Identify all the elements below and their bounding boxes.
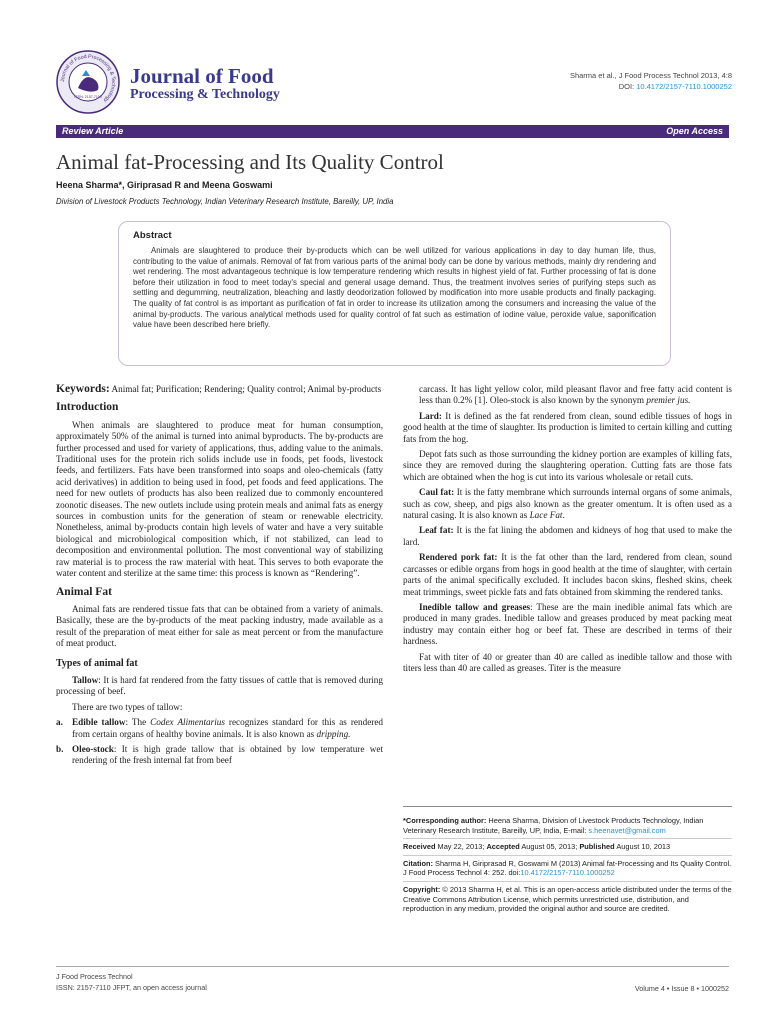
journal-logo	[56, 50, 120, 114]
published-date: August 10, 2013	[616, 842, 671, 852]
list-item-oleo-stock	[56, 744, 383, 767]
leaf-paragraph	[403, 525, 732, 548]
lard-paragraph	[403, 411, 732, 445]
rendered-pork-paragraph	[403, 552, 732, 598]
author-email-link[interactable]: s.heenavet@gmail.com	[588, 825, 666, 835]
open-access-label: Open Access	[666, 126, 723, 136]
introduction-paragraph: When animals are slaughtered to produce meat for human consumption, approximately 50% of the animal is turned into animal byproducts. The by-products are further processed and used for variety of applications, thus, adding value to the animals. Traditional uses for the protein rich solids include use in foods, pet foods, livestock feeds, and fertilizers. Fats have been transformed into soaps and oleo-chemicals (fatty acid derivatives) in addition to being used in food, pet foods and feed applications. The need for new outlets of products has also been realized due to commonly encountered zoonotic diseases. The new outlets include using protein meals and animal fats as energy sources in combustion units for the generation of steam or renewable electricity. Nonetheless, animal by-products contain high levels of water and have a very suitable biological and microbiological composition which, if not stabilized, can lead to decomposition and environmental pollution. The most conventional way of stabilizing raw material is to process the raw material with heat. This serves to both evaporate the water content and sterilize at the same time: this process is known as “Rendering”.	[56, 419, 383, 579]
list-marker-a: a.	[56, 717, 63, 728]
citation-line: Sharma et al., J Food Process Technol 2013, 4:8	[569, 71, 732, 80]
caul-label: Caul fat:	[419, 487, 455, 498]
caul-text: It is the fatty membrane which surrounds internal organs of some animals, such as cow, sheep, and pigs also known as the greater omentum. It is often used as a natural casing. It is also known as	[403, 487, 732, 521]
edible-tallow-italic: Codex Alimentarius	[150, 717, 225, 728]
edible-tallow-italic2: dripping.	[316, 728, 351, 739]
received-label: Received	[403, 842, 436, 852]
oleo-stock-continued	[403, 384, 732, 407]
abstract-heading: Abstract	[133, 230, 172, 241]
abstract-text: Animals are slaughtered to produce their by-products which can be well utilized for various applications in day to day human life, thus, contributing to the value of animals. Removal of fat from various parts of the animal body can be done by various methods, mainly dry rendering and wet rendering. The most advantageous technique is low temperature rendering which results in highest yield of fat. Further processing of fat is done before their utilization in food to meet today's special and general usage demand. Thus, the treatment involves series of purifying steps such as settling and degumming, neutralization, bleaching and lastly deodorization followed by modification into more usable products and finally packaging. The quality of fat control is as important as purification of fat in order to increase its utilization among the consumers and increasing the value of the animal by-products. The various analytical methods used for quality control of fat such as estimation of iodine value, peroxide value, saponification value have been described here briefly.	[133, 246, 656, 330]
tallow-label: Tallow	[72, 674, 99, 685]
accepted-date: August 05, 2013;	[521, 842, 578, 852]
leaf-label: Leaf fat:	[419, 525, 454, 536]
footer-issn: ISSN: 2157-7110 JFPT, an open access journal	[56, 983, 207, 992]
footer-journal: J Food Process Technol	[56, 972, 133, 981]
tallow-paragraph	[56, 675, 383, 698]
copyright-block	[403, 882, 732, 917]
citation-label: Citation:	[403, 858, 433, 868]
corresponding-author	[403, 813, 732, 839]
caul-paragraph: Caul fat: It is the fatty membrane which surrounds internal organs of some animals, such as cow, sheep, and pigs also known as the greater omentum. It is often used as a natural casing. It is also known as Lace Fat.	[403, 487, 732, 521]
doi-link[interactable]: 10.4172/2157-7110.1000252	[636, 82, 732, 91]
citation-block	[403, 856, 732, 882]
doi-line	[570, 81, 732, 92]
article-dates	[403, 839, 732, 856]
copyright-label: Copyright:	[403, 884, 441, 894]
journal-subtitle: Processing & Technology	[130, 87, 280, 102]
oleo-cont-text: carcass. It has light yellow color, mild pleasant flavor and free fatty acid content is less than 0.2% [1]. Oleo-stock is also known by the synonym	[419, 384, 732, 406]
corresponding-text: Heena Sharma, Division of Livestock Products Technology, Indian Veterinary Research Institute, Bareilly, UP, India, E-mail:	[403, 816, 704, 835]
edible-tallow-text1: : The	[125, 717, 151, 728]
header-citation	[570, 70, 732, 92]
oleo-cont-italic: premier jus.	[646, 395, 691, 406]
inedible-text: : These are the main inedible animal fats which are produced in many grades. Inedible tallow and greases produced by meat packing meat industry may contain either hog or beef fat. These are described in terms of their hardness.	[403, 601, 732, 647]
article-type: Review Article	[62, 126, 124, 136]
article-type-banner	[56, 125, 729, 138]
depot-paragraph: Depot fats such as those surrounding the kidney portion are examples of killing fats, since they are removed during the slaughtering operation. Cutting fats are those fats which are obtained when the hog is cut into its various wholesale or retail cuts.	[403, 449, 732, 482]
abstract-box	[118, 221, 671, 366]
corresponding-label: *Corresponding author:	[403, 816, 487, 825]
oleo-stock-text: : It is high grade tallow that is obtained by low temperature wet rendering of the fresh internal fat from beef	[72, 743, 383, 766]
published-label: Published	[579, 842, 615, 852]
animal-fat-paragraph: Animal fats are rendered tissue fats that can be obtained from a variety of animals. Basically, these are the by-products of the meat packing industry, made available as a result of the preparation of meat either for sale as meat percent or from the manufacture of meat product.	[56, 603, 383, 649]
logo-ring-text: Journal of Food Processing & Technology	[59, 53, 117, 104]
oleo-stock-label: Oleo-stock	[72, 743, 114, 754]
left-column	[56, 384, 383, 771]
journal-name: Journal of Food	[130, 64, 274, 88]
copyright-text: © 2013 Sharma H, et al. This is an open-access article distributed under the terms of the Creative Commons Attribution License, which permits unrestricted use, distribution, and reproduction in any medium, provided the original author and source are credited.	[403, 884, 732, 914]
accepted-label: Accepted	[486, 842, 520, 852]
keywords-label: Keywords:	[56, 383, 110, 395]
article-title: Animal fat-Processing and Its Quality Control	[56, 150, 444, 174]
lard-label: Lard:	[419, 410, 442, 421]
citation-text: Sharma H, Giriprasad R, Goswami M (2013) Animal fat-Processing and Its Quality Control. J Food Process Technol 4: 252. doi:	[403, 858, 732, 878]
doi-label: DOI:	[618, 82, 635, 91]
edible-tallow-label: Edible tallow	[72, 717, 126, 728]
right-column	[403, 384, 732, 678]
rendered-text: It is the fat other than the lard, rendered from clean, sound carcasses or edible organs from hogs in good health at the time of slaughter, with certain parts of the animal specifically excluded. It includes bacon skins, fleshed skins, cheek meat trimmings, sweet pickle fats and fats obtained from skimming the rendered tanks.	[403, 552, 732, 597]
correspondence-box	[403, 806, 732, 917]
article-affiliation: Division of Livestock Products Technology, Indian Veterinary Research Institute, Bareilly, UP, India	[56, 197, 394, 206]
inedible-label: Inedible tallow and greases	[419, 601, 531, 612]
page-footer	[56, 966, 729, 993]
citation-doi-link[interactable]: 10.4172/2157-7110.1000252	[520, 868, 615, 878]
received-date: May 22, 2013;	[437, 842, 485, 852]
introduction-heading: Introduction	[56, 401, 119, 414]
inedible-paragraph	[403, 602, 732, 648]
logo-issn: ISSN: 2157-7110	[74, 95, 102, 99]
keywords-text: Animal fat; Purification; Rendering; Quality control; Animal by-products	[111, 384, 382, 394]
types-heading: Types of animal fat	[56, 657, 138, 669]
tallow-text: : It is hard fat rendered from the fatty tissues of cattle that is removed during processing of beef.	[56, 674, 383, 697]
leaf-text: It is the fat lining the abdomen and kidneys of hog that used to make the lard.	[403, 525, 732, 547]
footer-volume: Volume 4 • Issue 8 • 1000252	[634, 984, 729, 993]
rendered-label: Rendered pork fat:	[419, 552, 498, 563]
list-item-edible-tallow	[56, 717, 383, 740]
article-authors: Heena Sharma*, Giriprasad R and Meena Goswami	[56, 180, 273, 190]
lard-text: It is defined as the fat rendered from clean, sound edible tissues of hogs in good health at the time of slaughter. Its production is limited to certain killing and cutting fats from the hog.	[403, 410, 732, 444]
list-marker-b: b.	[56, 743, 64, 754]
titer-paragraph: Fat with titer of 40 or greater than 40 are called as inedible tallow and those with titers less than 40 are called as greases. Titer is the measure	[403, 651, 732, 673]
edible-tallow-text2: recognizes standard for this as rendered from certain organs of healthy bovine animals. It is also known as	[72, 717, 383, 739]
two-types-text: There are two types of tallow:	[72, 701, 183, 712]
animal-fat-heading: Animal Fat	[56, 585, 112, 598]
keywords	[56, 384, 383, 395]
caul-italic: Lace Fat	[529, 510, 563, 521]
